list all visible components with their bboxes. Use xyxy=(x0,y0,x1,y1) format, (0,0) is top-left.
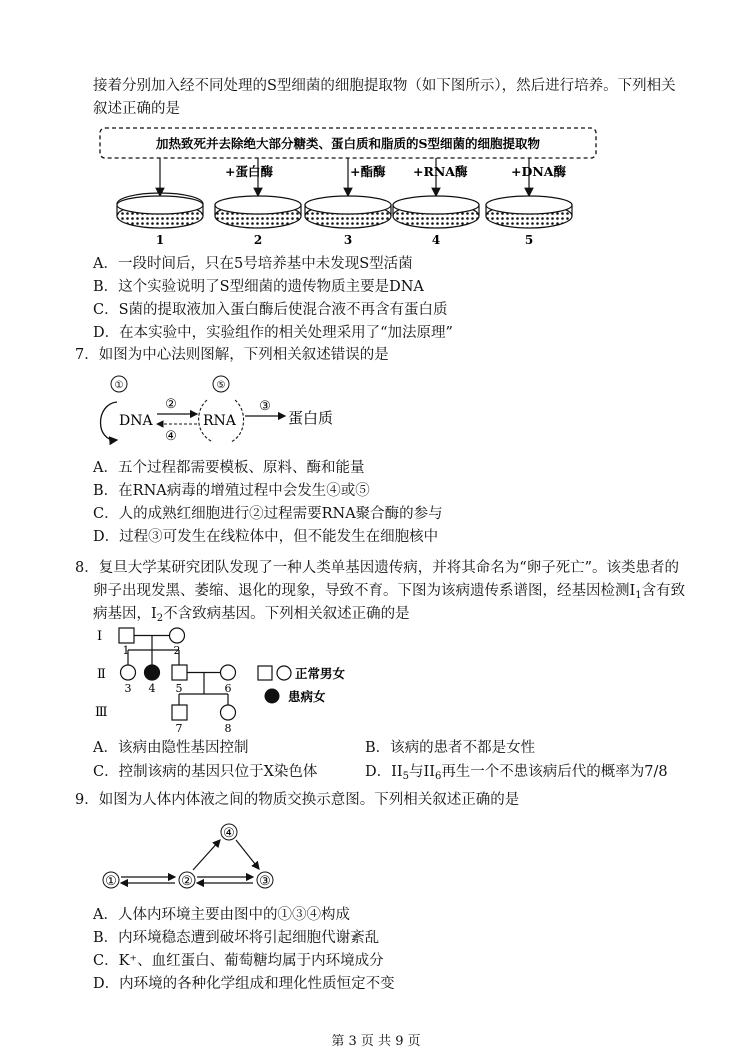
culture-dishes xyxy=(117,193,572,228)
q8-option-b: B．该病的患者不都是女性 xyxy=(365,740,536,756)
rna-label: RNA xyxy=(203,413,236,429)
q6-option-a: A．一段时间后，只在5号培养基中未发现S型活菌 xyxy=(93,256,413,272)
add-rnase: +RNA酶 xyxy=(413,164,468,179)
q9-option-b: B．内环境稳态遭到破坏将引起细胞代谢紊乱 xyxy=(93,930,380,946)
individual-II3 xyxy=(121,665,136,680)
q6-option-c: C．S菌的提取液加入蛋白酶后使混合液不再含有蛋白质 xyxy=(93,302,448,318)
q7-central-dogma-figure xyxy=(95,372,345,450)
node-4: ④ xyxy=(223,826,235,841)
dish-1 xyxy=(117,193,203,228)
step-3-label: ③ xyxy=(259,399,271,414)
q8-option-a: A．该病由隐性基因控制 xyxy=(93,740,249,756)
node-1: ① xyxy=(105,874,117,889)
svg-text:1: 1 xyxy=(122,644,130,657)
add-dnase: +DNA酶 xyxy=(511,164,566,179)
legend-normal-label: 正常男女 xyxy=(295,666,346,681)
q6-option-d: D．在本实验中，实验组作的相关处理采用了“加法原理” xyxy=(93,325,453,341)
dish-number-4: 4 xyxy=(431,233,441,247)
step-2-label: ② xyxy=(165,397,177,412)
q9-option-d: D．内环境的各种化学组成和理化性质恒定不变 xyxy=(93,976,395,992)
svg-text:3: 3 xyxy=(124,682,132,695)
replication-arrow xyxy=(101,402,118,440)
dna-label: DNA xyxy=(119,413,153,429)
q6-bacteria-figure xyxy=(95,126,605,250)
page-footer: 第 3 页 共 9 页 xyxy=(331,1034,421,1049)
q9-stem: 9．如图为人体内体液之间的物质交换示意图。下列相关叙述正确的是 xyxy=(75,792,520,808)
svg-text:7: 7 xyxy=(175,722,183,734)
step-5-label: ⑤ xyxy=(216,380,226,391)
svg-text:6: 6 xyxy=(224,682,232,695)
svg-text:2: 2 xyxy=(173,644,181,657)
dish-2 xyxy=(215,196,301,228)
q9-option-c: C．K⁺、血红蛋白、葡萄糖均属于内环境成分 xyxy=(93,953,384,969)
q9-body-fluid-figure xyxy=(95,818,285,898)
q8-pedigree-chart xyxy=(95,624,365,734)
protein-label: 蛋白质 xyxy=(288,409,334,427)
individual-III7 xyxy=(172,705,187,720)
pedigree-legend xyxy=(258,666,346,704)
q7-option-b: B．在RNA病毒的增殖过程中会发生④或⑤ xyxy=(93,483,370,499)
q6-intro-line1: 接着分别加入经不同处理的S型细菌的细胞提取物（如下图所示），然后进行培养。下列相关 xyxy=(93,78,676,94)
individual-III8 xyxy=(221,705,236,720)
node-3: ③ xyxy=(259,874,271,889)
individual-I2 xyxy=(170,628,185,643)
node-2: ② xyxy=(181,874,193,889)
dish-number-3: 3 xyxy=(343,233,353,247)
dish-number-5: 5 xyxy=(524,233,534,247)
dish-4 xyxy=(393,196,479,228)
generation-III: Ⅲ xyxy=(95,705,108,720)
add-esterase: +酯酶 xyxy=(350,164,386,179)
extract-box-label: 加热致死并去除绝大部分糖类、蛋白质和脂质的S型细菌的细胞提取物 xyxy=(155,136,541,151)
individual-II5 xyxy=(172,665,187,680)
generation-II: Ⅱ xyxy=(97,667,106,682)
arrows xyxy=(160,158,529,196)
q8-stem-line2: 卵子出现发黑、萎缩、退化的现象，导致不育。下图为该病遗传系谱图，经基因检测$I_1$含有致 xyxy=(93,583,686,601)
svg-text:8: 8 xyxy=(224,722,232,734)
q7-stem: 7．如图为中心法则图解，下列相关叙述错误的是 xyxy=(75,347,389,363)
q9-option-a: A．人体内环境主要由图中的①③④构成 xyxy=(93,907,350,923)
individual-I1 xyxy=(119,628,134,643)
q7-option-a: A．五个过程都需要模板、原料、酶和能量 xyxy=(93,460,365,476)
q8-option-d: D．$II_5$与$II_6$再生一个不患该病后代的概率为7/8 xyxy=(365,764,668,782)
individual-II6 xyxy=(221,665,236,680)
dish-number-1: 1 xyxy=(155,233,165,247)
dish-number-2: 2 xyxy=(253,233,263,247)
step-1-label: ① xyxy=(114,380,124,391)
step-4-label: ④ xyxy=(165,429,177,444)
dish-3 xyxy=(305,196,391,228)
legend-affected-label: 患病女 xyxy=(288,689,326,704)
generation-I: Ⅰ xyxy=(97,629,103,644)
individual-II4 xyxy=(145,665,160,680)
q8-stem-line3: 病基因，$I_2$不含致病基因。下列相关叙述正确的是 xyxy=(93,606,410,624)
q6-intro-line2: 叙述正确的是 xyxy=(93,101,180,117)
q7-option-d: D．过程③可发生在线粒体中，但不能发生在细胞核中 xyxy=(93,529,439,545)
q8-option-c: C．控制该病的基因只位于X染色体 xyxy=(93,764,318,780)
q8-stem-line1: 8．复旦大学某研究团队发现了一种人类单基因遗传病，并将其命名为“卵子死亡”。该类患者的 xyxy=(75,560,680,576)
dish-5 xyxy=(486,196,572,228)
q7-option-c: C．人的成熟红细胞进行②过程需要RNA聚合酶的参与 xyxy=(93,506,443,522)
add-protease: +蛋白酶 xyxy=(225,164,273,179)
q6-option-b: B．这个实验说明了S型细菌的遗传物质主要是DNA xyxy=(93,279,424,295)
svg-text:5: 5 xyxy=(175,682,183,695)
svg-text:4: 4 xyxy=(148,682,156,695)
